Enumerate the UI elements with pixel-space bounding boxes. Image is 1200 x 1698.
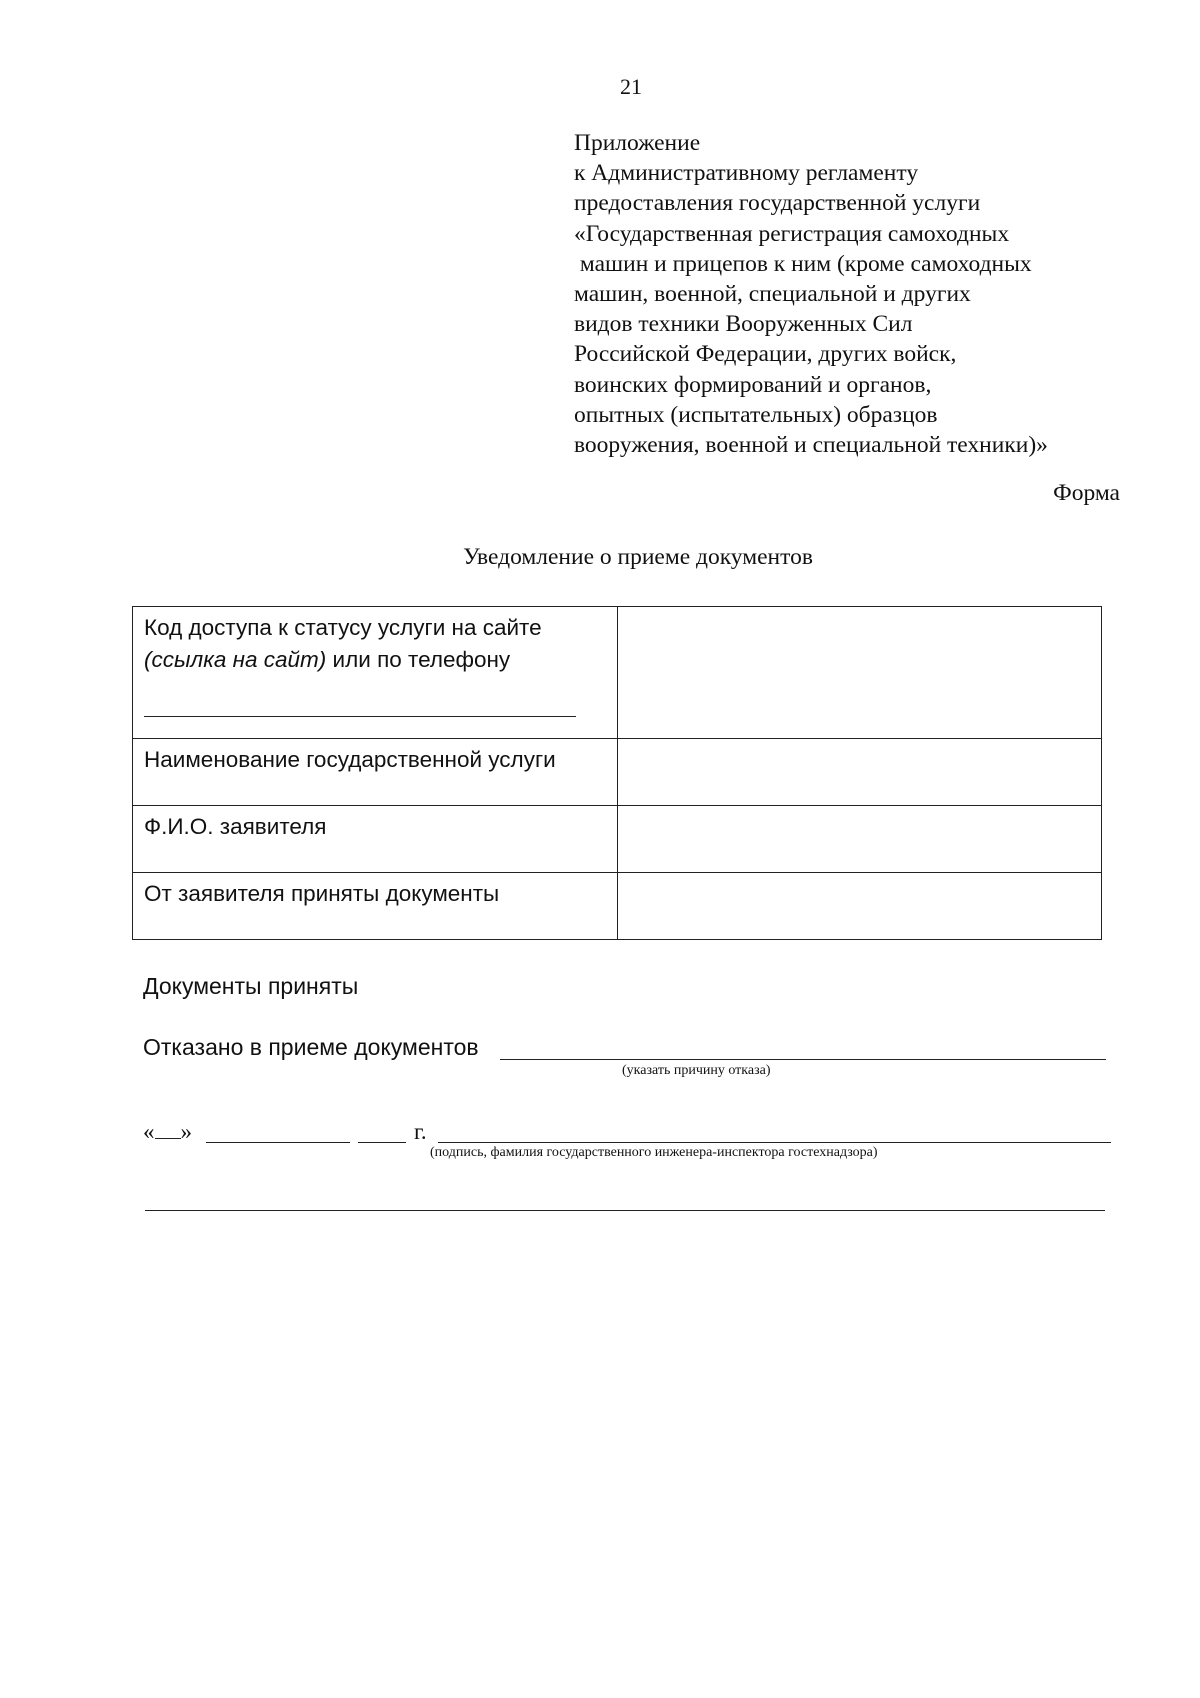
signature-caption: (подпись, фамилия государственного инженера-инспектора гостехнадзора) [430,1145,878,1160]
appendix-line: Приложение [574,130,701,156]
table-row-access-code [133,607,1102,739]
form-label: Форма [1053,480,1120,506]
documents-refused-text: Отказано в приеме документов [143,1034,479,1060]
signature-line[interactable] [438,1142,1111,1143]
site-link-placeholder: (ссылка на сайт) [144,647,327,672]
document-title: Уведомление о приеме документов [463,544,813,570]
date-open-quote: « [143,1119,155,1144]
table-row-documents-received [133,873,1102,940]
table-row-applicant-name [133,806,1102,873]
appendix-line: Российской Федерации, других войск, [574,341,957,368]
date-signature-row [143,1119,192,1145]
service-name-label: Наименование государственной услуги [133,739,618,806]
applicant-name-label: Ф.И.О. заявителя [133,806,618,873]
appendix-line: «Государственная регистрация самоходных [574,220,1010,247]
access-code-label [133,607,618,739]
appendix-header [574,128,1134,460]
appendix-line: машин, военной, специальной и других [574,281,971,308]
refusal-reason-line[interactable] [500,1059,1106,1060]
access-code-value-cell[interactable] [618,607,1102,739]
documents-accepted-text: Документы приняты [143,973,359,999]
appendix-line: предоставления государственной услуги [574,190,981,217]
page-number: 21 [620,74,642,99]
year-suffix: г. [414,1119,427,1144]
appendix-line: опытных (испытательных) образцов [574,401,938,428]
documents-received-label: От заявителя приняты документы [133,873,618,940]
appendix-line: видов техники Вооруженных Сил [574,311,913,338]
table-row-service-name [133,739,1102,806]
refusal-reason-caption: (указать причину отказа) [622,1063,771,1078]
day-blank-line[interactable] [155,1120,181,1139]
month-blank-line[interactable] [206,1142,350,1143]
documents-received-value-cell[interactable] [618,873,1102,940]
receipt-table [132,606,1102,940]
appendix-line: воинских формирований и органов, [574,371,932,398]
appendix-line: машин и прицепов к ним (кроме самоходных [574,250,1032,277]
appendix-line: вооружения, военной и специальной техники)» [574,432,1048,459]
access-code-blank-line [144,676,576,717]
appendix-line: к Административному регламенту [574,160,919,187]
applicant-name-value-cell[interactable] [618,806,1102,873]
access-code-label-rest: или по телефону [326,647,511,672]
year-blank-line[interactable] [358,1142,406,1143]
date-close-quote: » [180,1119,192,1144]
access-code-label-line1: Код доступа к статусу услуги на сайте [144,615,542,640]
service-name-value-cell[interactable] [618,739,1102,806]
bottom-blank-line[interactable] [145,1210,1105,1211]
